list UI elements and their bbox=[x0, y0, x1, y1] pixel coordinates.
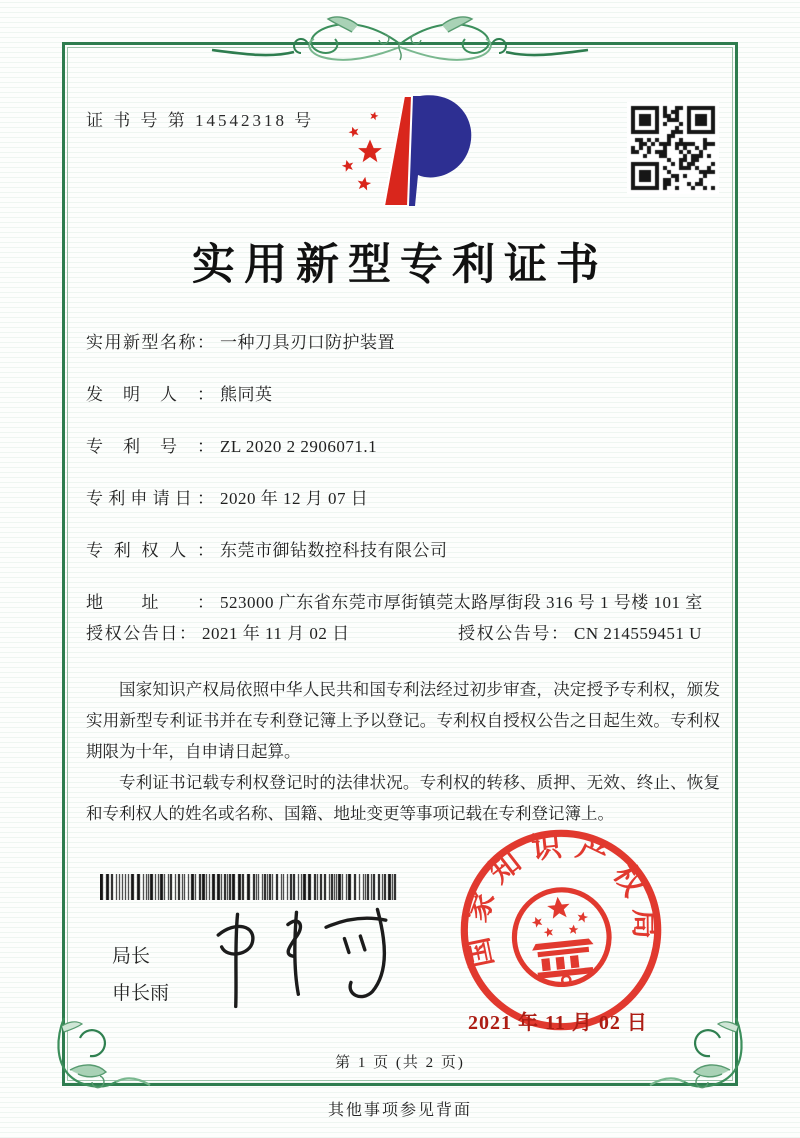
grant-number-value: CN 214559451 U bbox=[574, 624, 702, 643]
seal-circular-text: 国家知识产权局 bbox=[458, 828, 662, 971]
field-list bbox=[86, 331, 718, 646]
field-value: 一种刀具刃口防护装置 bbox=[220, 333, 395, 352]
national-emblem-icon bbox=[510, 885, 614, 989]
legal-paragraph-1: 国家知识产权局依照中华人民共和国专利法经过初步审查，决定授予专利权，颁发实用新型专利证书并在专利登记簿上予以登记。专利权自授权公告之日起生效。专利权期限为十年，自申请日起算。 bbox=[86, 680, 720, 761]
field-label: 发明人： bbox=[86, 385, 214, 404]
legal-paragraph-2: 专利证书记载专利权登记时的法律状况。专利权的转移、质押、无效、终止、恢复和专利权人的姓名或名称、国籍、地址变更等事项记载在专利登记簿上。 bbox=[86, 773, 720, 823]
field-value: 熊同英 bbox=[220, 385, 273, 404]
certificate-number: 证 书 号 第 14542318 号 bbox=[86, 111, 315, 130]
signer-title: 局长 bbox=[112, 946, 151, 967]
field-label: 专利号： bbox=[86, 437, 214, 456]
field-value: 东莞市御钻数控科技有限公司 bbox=[220, 541, 448, 560]
field-value: 2020 年 12 月 07 日 bbox=[220, 489, 369, 508]
svg-text:国家知识产权局 bbox=[450, 820, 666, 971]
field-row-name bbox=[86, 331, 718, 355]
signature-handwriting-icon bbox=[203, 895, 407, 1017]
field-label: 地址： bbox=[86, 593, 214, 612]
field-value: 523000 广东省东莞市厚街镇莞太路厚街段 316 号 1 号楼 101 室 bbox=[220, 593, 703, 612]
field-value: ZL 2020 2 2906071.1 bbox=[220, 437, 378, 456]
field-label: 专利权人： bbox=[86, 541, 214, 560]
field-row-grant bbox=[86, 622, 718, 646]
field-label: 专利申请日： bbox=[86, 489, 214, 508]
certificate-title: 实用新型专利证书 bbox=[192, 242, 608, 289]
signer-block bbox=[112, 938, 169, 1012]
signer-name: 申长雨 bbox=[112, 983, 170, 1004]
field-row-filing-date bbox=[86, 487, 718, 511]
legal-text bbox=[86, 674, 720, 829]
grant-date-label: 授权公告日： bbox=[86, 624, 196, 643]
field-row-inventor bbox=[86, 383, 718, 407]
field-label: 实用新型名称： bbox=[86, 333, 214, 352]
seal-date: 2021 年 11 月 02 日 bbox=[468, 1012, 648, 1034]
back-side-note: 其他事项参见背面 bbox=[327, 1102, 472, 1119]
page-number: 第 1 页 (共 2 页) bbox=[335, 1055, 465, 1071]
grant-date-value: 2021 年 11 月 02 日 bbox=[202, 624, 350, 643]
field-row-address bbox=[86, 591, 718, 615]
cnipa-logo-icon bbox=[318, 88, 486, 214]
qr-code-icon bbox=[627, 102, 719, 194]
grant-number-label: 授权公告号： bbox=[458, 624, 568, 643]
field-row-patent-number bbox=[86, 435, 718, 459]
field-row-patentee bbox=[86, 539, 718, 563]
